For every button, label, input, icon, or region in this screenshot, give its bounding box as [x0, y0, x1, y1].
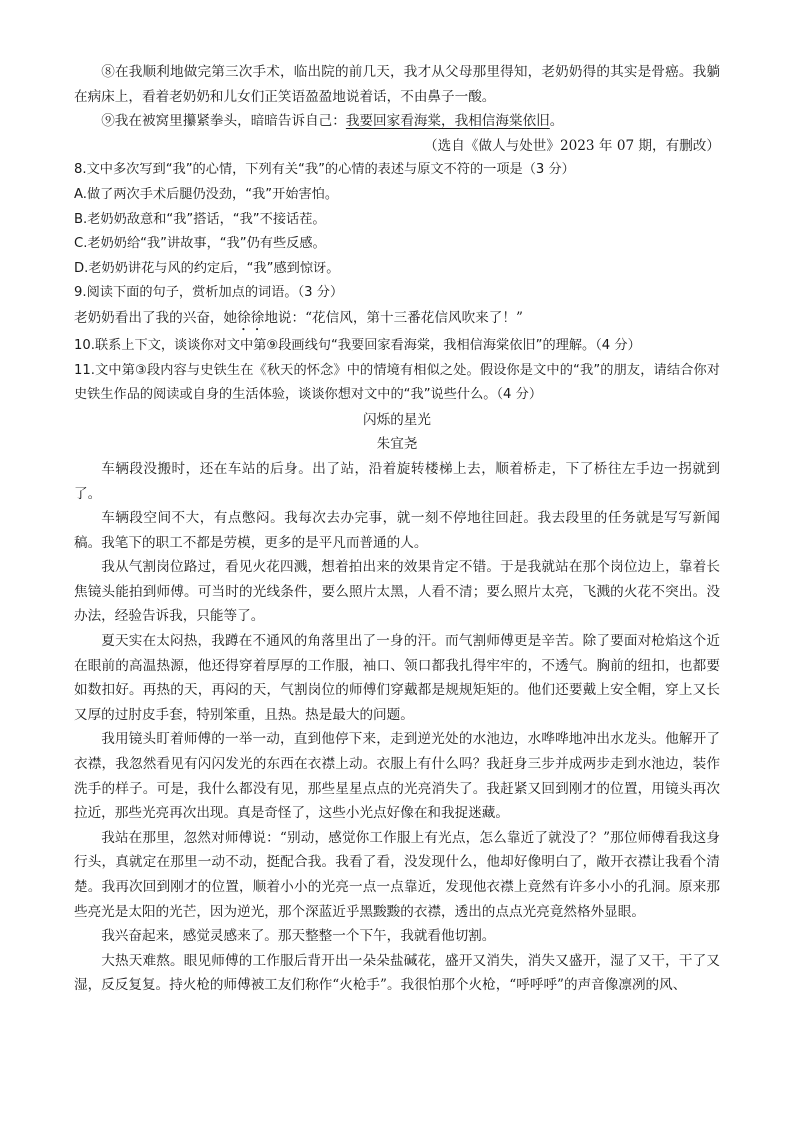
- underlined-sentence: 我要回家看海棠，我相信海棠依旧: [345, 113, 550, 130]
- paragraph-9-lead: ⑨我在被窝里攥紧拳头，暗暗告诉自己：: [101, 113, 346, 130]
- paragraph-9-end: 。: [549, 113, 564, 130]
- question-11: 11.文中第③段内容与史铁生在《秋天的怀念》中的情境有相似之处。假设你是文中的“我”的朋友，请结合你对史铁生作品的阅读或自身的生活体验，谈谈你想对文中的“我”说些什么。（4 分）: [74, 362, 720, 403]
- paragraph-9: [74, 109, 720, 134]
- source-note: （选自《做人与处世》2023 年 07 期，有删改）: [424, 137, 720, 154]
- question-9: 9.阅读下面的句子，赏析加点的词语。（3 分）: [74, 285, 344, 301]
- question-8-option-a: A.做了两次手术后腿仍没劲，“我”开始害怕。: [74, 186, 339, 202]
- question-8: 8.文中多次写到“我”的心情，下列有关“我”的心情的表述与原文不符的一项是（3 分）: [74, 162, 575, 178]
- article-paragraph: 车辆段空间不大，有点憋闷。我每次去办完事，就一刻不停地往回赶。我去段里的任务就是写写新闻稿。我笔下的职工不都是劳模，更多的是平凡而普通的人。: [74, 510, 720, 551]
- question-8-option-b: B.老奶奶敌意和“我”搭话，“我”不接话茬。: [74, 211, 326, 227]
- article-paragraph: 车辆段没搬时，还在车站的后身。出了站，沿着旋转楼梯上去，顺着桥走，下了桥往左手边一拐就到了。: [74, 460, 720, 502]
- article-paragraph: 我用镜头盯着师傅的一举一动，直到他停下来，走到逆光处的水池边，水哗哗地冲出水龙头。他解开了衣襟，我忽然看见有闪闪发光的东西在衣襟上动。衣服上有什么吗？我赶身三步并成两步走到水池边，装作洗手的样子。可是，我什么都没有见，那些星星点点的光亮消失了。我赶紧又回到刚才的位置，用镜头再次拉近，那些光亮再次出现。真是奇怪了，这些小光点好像在和我捉迷藏。: [74, 731, 720, 822]
- article-author: 朱宜尧: [376, 436, 418, 453]
- article-title: 闪烁的星光: [363, 411, 431, 428]
- article-paragraph: 大热天难熬。眼见师傅的工作服后背开出一朵朵盐碱花，盛开又消失，消失又盛开，湿了又干，干了又湿，反反复复。持火枪的师傅被工友们称作“火枪手”。我很怕那个火枪，“呼呼呼”的声音像凛冽的风、: [74, 952, 720, 994]
- question-9-lead: 老奶奶看出了我的兴奋，她: [74, 309, 238, 326]
- question-8-option-c: C.老奶奶给“我”讲故事，“我”仍有些反感。: [74, 236, 326, 252]
- article-paragraph: 我兴奋起来，感觉灵感来了。那天整整一个下午，我就看他切割。: [101, 928, 496, 945]
- question-9-sentence: [74, 306, 720, 334]
- question-10: 10.联系上下文，谈谈你对文中第⑨段画线句“我要回家看海棠，我相信海棠依旧”的理解。（4 分）: [74, 337, 641, 353]
- dotted-word: 徐徐: [237, 309, 265, 326]
- question-9-end: 地说：“花信风，第十三番花信风吹来了！”: [264, 309, 523, 326]
- question-8-option-d: D.老奶奶讲花与风的约定后，“我”感到惊讶。: [74, 260, 340, 276]
- article-paragraph: 我站在那里，忽然对师傅说：“别动，感觉你工作服上有光点，怎么靠近了就没了？”那位师傅看我这身行头，真就定在那里一动不动，挺配合我。我看了看，没发现什么，他却好像明白了，敞开衣襟让我看个清楚。我再次回到刚才的位置，顺着小小的光亮一点一点靠近，发现他衣襟上竟然有许多小小的孔洞。原来那些亮光是太阳的光芒，因为逆光，那个深蓝近乎黑黢黢的衣襟，透出的点点光亮竟然格外显眼。: [74, 829, 720, 920]
- article-paragraph: 我从气割岗位路过，看见火花四溅，想着拍出来的效果肯定不错。于是我就站在那个岗位边上，靠着长焦镜头能拍到师傅。可当时的光线条件，要么照片太黑，人看不清；要么照片太亮，飞溅的火花不突出。没办法，经验告诉我，只能等了。: [74, 559, 720, 625]
- paragraph-8: ⑧在我顺利地做完第三次手术，临出院的前几天，我才从父母那里得知，老奶奶得的其实是骨癌。我躺在病床上，看着老奶奶和儿女们正笑语盈盈地说着话，不由鼻子一酸。: [74, 64, 720, 105]
- article-paragraph: 夏天实在太闷热，我蹲在不通风的角落里出了一身的汗。而气割师傅更是辛苦。除了要面对枪焰这个近在眼前的高温热源，他还得穿着厚厚的工作服，袖口、领口都我扎得牢牢的，不透气。胸前的纽扣，也都要如数扣好。再热的天，再闷的天，气割岗位的师傅们穿戴都是规规矩矩的。他们还要戴上安全帽，穿上又长又厚的过肘皮手套，特别笨重，且热。热是最大的问题。: [74, 633, 720, 723]
